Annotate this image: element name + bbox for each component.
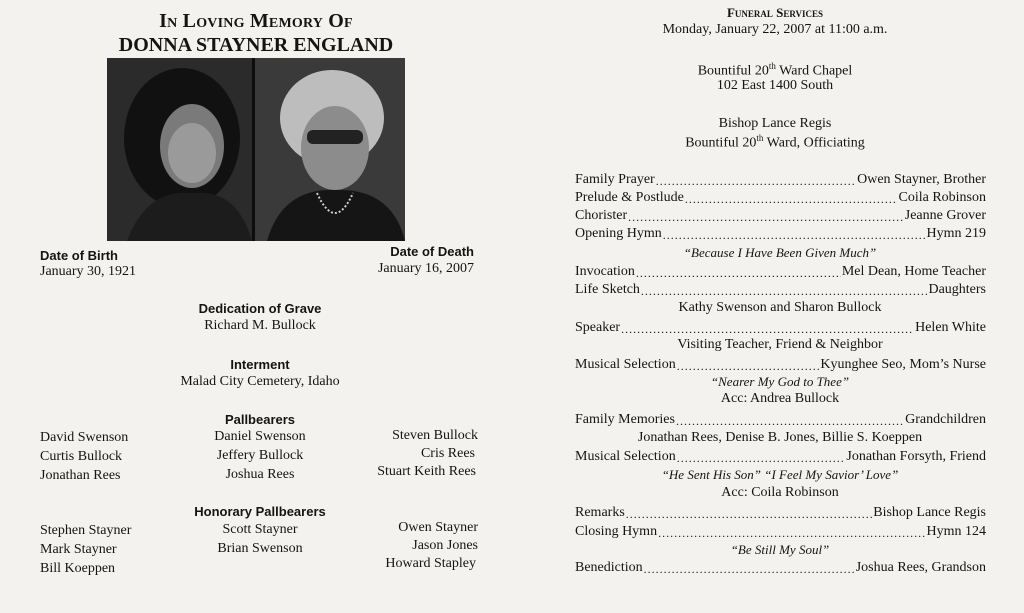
- program-line: Remarks ..... Bishop Lance Regis: [575, 503, 986, 521]
- interment-label: Interment: [230, 357, 290, 372]
- pallbearer-name: David Swenson: [40, 430, 129, 445]
- program-line: Chorister ..... Jeanne Grover: [575, 206, 986, 224]
- birth-label: Date of Birth: [40, 248, 118, 263]
- memorial-title-name: DONNA STAYNER ENGLAND: [118, 34, 394, 56]
- pallbearers-label: Pallbearers: [224, 412, 296, 427]
- memorial-title-line1: In Loving Memory Of: [159, 10, 353, 32]
- interment-place: Malad City Cemetery, Idaho: [180, 374, 340, 389]
- death-label: Date of Death: [390, 244, 474, 259]
- pallbearer-name: Daniel Swenson: [214, 429, 306, 444]
- dedication-name: Richard M. Bullock: [204, 318, 316, 333]
- honorary-pallbearer-name: Owen Stayner: [398, 520, 478, 535]
- program-line: Speaker ..... Helen White: [575, 318, 986, 336]
- opening-hymn-title: “Because I Have Been Given Much”: [683, 245, 877, 260]
- musical1-title: “Nearer My God to Thee”: [710, 374, 850, 389]
- musical1-accompanist: Acc: Andrea Bullock: [720, 391, 840, 406]
- death-date: January 16, 2007: [377, 261, 474, 276]
- program-line: Life Sketch ..... Daughters: [575, 280, 986, 298]
- pallbearer-name: Stuart Keith Rees: [377, 464, 476, 479]
- musical2-accompanist: Acc: Coila Robinson: [721, 485, 839, 500]
- pallbearer-name: Cris Rees: [420, 446, 475, 461]
- life-sketch-by: Kathy Swenson and Sharon Bullock: [678, 300, 882, 315]
- birth-date: January 30, 1921: [40, 264, 137, 279]
- program-line: Family Memories ..... Grandchildren: [575, 410, 986, 428]
- pallbearer-name: Steven Bullock: [392, 428, 478, 443]
- pallbearer-name: Jeffery Bullock: [216, 448, 304, 463]
- chapel-name: Bountiful 20th Ward Chapel: [697, 61, 853, 79]
- program-line: Musical Selection ..... Jonathan Forsyth, Friend: [575, 447, 986, 465]
- portrait-photos-image: [107, 58, 405, 241]
- program-line: Benediction ..... Joshua Rees, Grandson: [575, 558, 986, 576]
- program-line: Prelude & Postlude ..... Coila Robinson: [575, 188, 986, 206]
- pallbearer-name: Jonathan Rees: [40, 468, 121, 483]
- family-memories-by: Jonathan Rees, Denise B. Jones, Billie S. Koeppen: [637, 430, 923, 445]
- honorary-pallbearer-name: Bill Koeppen: [40, 561, 116, 576]
- services-heading: Funeral Services: [726, 5, 824, 20]
- musical2-title: “He Sent His Son” “I Feel My Savior’ Love”: [661, 467, 899, 482]
- pallbearer-name: Joshua Rees: [225, 467, 295, 482]
- memorial-photos: [107, 58, 405, 241]
- officiating-ward: Bountiful 20th Ward, Officiating: [685, 133, 865, 151]
- honorary-pallbearer-name: Jason Jones: [412, 538, 478, 553]
- honorary-pallbearers-label: Honorary Pallbearers: [194, 504, 326, 519]
- dedication-label: Dedication of Grave: [198, 301, 322, 316]
- honorary-pallbearer-name: Howard Stapley: [385, 556, 476, 571]
- officiating-bishop: Bishop Lance Regis: [718, 116, 832, 131]
- chapel-address: 102 East 1400 South: [716, 78, 834, 93]
- honorary-pallbearer-name: Mark Stayner: [40, 542, 117, 557]
- program-line: Family Prayer ..... Owen Stayner, Brother: [575, 170, 986, 188]
- closing-hymn-title: “Be Still My Soul”: [730, 542, 830, 557]
- speaker-role: Visiting Teacher, Friend & Neighbor: [677, 337, 883, 352]
- honorary-pallbearer-name: Stephen Stayner: [40, 523, 132, 538]
- honorary-pallbearer-name: Brian Swenson: [217, 541, 303, 556]
- program-line: Musical Selection ..... Kyunghee Seo, Mom’s Nurse: [575, 355, 986, 373]
- program-line: Opening Hymn ..... Hymn 219: [575, 224, 986, 242]
- services-datetime: Monday, January 22, 2007 at 11:00 a.m.: [662, 22, 888, 37]
- honorary-pallbearer-name: Scott Stayner: [222, 522, 298, 537]
- pallbearer-name: Curtis Bullock: [40, 449, 123, 464]
- program-line: Closing Hymn ..... Hymn 124: [575, 522, 986, 540]
- program-line: Invocation ..... Mel Dean, Home Teacher: [575, 262, 986, 280]
